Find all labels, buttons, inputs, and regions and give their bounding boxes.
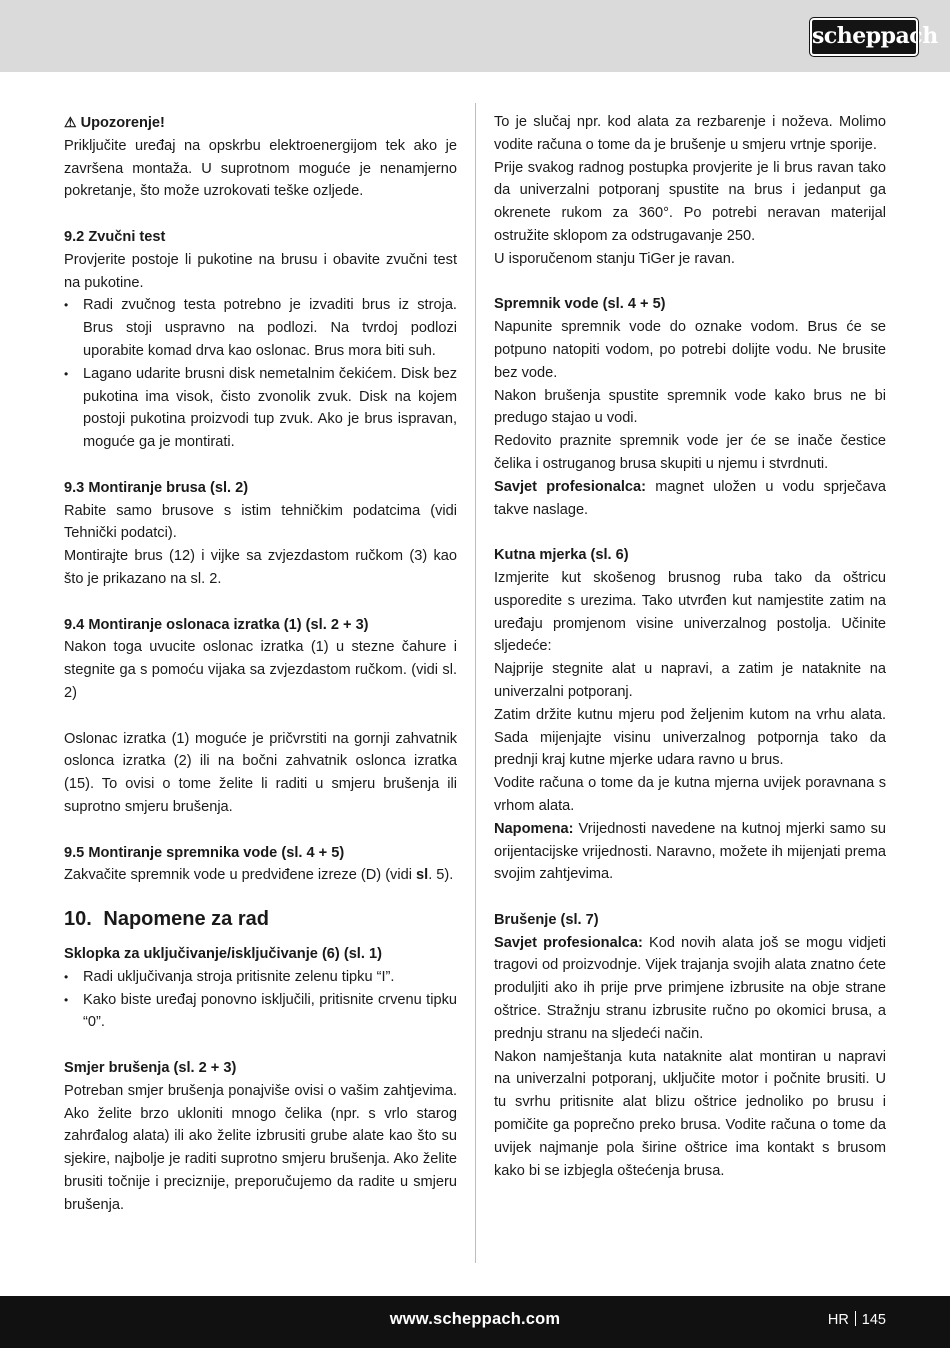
angle-text-3: Zatim držite kutnu mjeru pod željenim kutom na vrhu alata. Sada mijenjajte visinu univerzalnog potpornja tako da prednji kraj kutne mjerke udara ravno u brus. — [494, 706, 886, 769]
tank-text-2: Nakon brušenja spustite spremnik vode kako brus ne bi predugo stajao u vodi. — [494, 387, 886, 427]
tank-text-1: Napunite spremnik vode do oznake vodom. Brus će se potpuno natopiti vodom, po potrebi dolijte vodu. Ne brusite bez vode. — [494, 319, 886, 381]
angle-note: Napomena: Vrijednosti navedene na kutnoj mjerki samo su orijentacijske vrijednosti. Naravno, možete ih mijenjati prema svojim zahtjevima. — [494, 820, 886, 883]
grind-text-2: Nakon namještanja kuta nataknite alat montiran u napravi na univerzalni potporanj, uključite motor i počnite brusiti. U tu svrhu pritisnite alat blizu oštrice jednoliko po brusu i pomičite ga poprečno preko brusa. Vodite računa o tome da uvijek najmanje pola širine oštrice ima kontakt s brusom kako bi se izbjegla oštećenja brusa. — [494, 1048, 886, 1179]
angle-text-1: Izmjerite kut skošenog brusnog ruba tako da oštricu usporedite s urezima. Tako utvrđen kut namjestite zatim na uređaju promjenom visine univerzalnog postolja. Učinite sljedeće: — [494, 569, 886, 655]
direction-heading: Smjer brušenja (sl. 2 + 3) — [64, 1060, 237, 1077]
intro-text-3: U isporučenom stanju TiGer je ravan. — [494, 250, 735, 267]
tank-text-3: Redovito praznite spremnik vode jer će se inače čestice čelika i ostruganog brusa skupiti u njemu i stvrdnuti. — [494, 433, 886, 472]
language-code: HR — [827, 1312, 849, 1328]
section-9-4-text-2: Oslonac izratka (1) moguće je pričvrstiti na gornji zahvatnik oslonca izratka (2) ili na bočni zahvatnik oslonca izratka (15). To ovisi o tome želite li raditi u smjeru brušenja ili suprotno smjeru brušenja. — [64, 730, 457, 815]
switch-list — [64, 966, 457, 1034]
list-item: • Kako biste uređaj ponovno isključili, pritisnite crvenu tipku “0”. — [64, 989, 457, 1035]
tank-heading: Spremnik vode (sl. 4 + 5) — [494, 296, 666, 313]
list-item: • Radi zvučnog testa potrebno je izvaditi brus iz stroja. Brus stoji uspravno na podlozi. Na tvrdoj podlozi uporabite komad drva kao oslonac. Brus mora biti suh. — [64, 294, 457, 362]
right-column — [494, 111, 886, 1182]
header-band — [0, 0, 950, 72]
intro-text-2: Prije svakog radnog postupka provjerite je li brus ravan tako da univerzalni potporanj spustite na brus i jedanput ga okrenete rukom za 360°. Po potrebi neravan materijal ostružite sklopom za odstrugavanje 250. — [494, 159, 886, 244]
angle-text-2: Najprije stegnite alat u napravi, a zatim je nataknite na univerzalni potporanj. — [494, 661, 886, 700]
angle-heading: Kutna mjerka (sl. 6) — [494, 547, 629, 564]
warning-heading — [64, 111, 457, 135]
grind-heading: Brušenje (sl. 7) — [494, 911, 599, 928]
angle-text-4: Vodite računa o tome da je kutna mjerna uvijek poravnana s vrhom alata. — [494, 775, 886, 814]
left-column — [64, 111, 457, 1217]
tank-tip: Savjet profesionalca: magnet uložen u vodu sprječava takve naslage. — [494, 478, 886, 518]
footer-url[interactable]: www.scheppach.com — [389, 1310, 561, 1328]
grind-tip: Savjet profesionalca: Kod novih alata još se mogu vidjeti tragovi od proizvodnje. Vijek trajanja svojih alata znatno ćete produljiti ako ih prije prve primjene izbrusite na obje strane oštrice. Stražnju stranu izbrusite ručno po okomici brusa, a prednju stranu na sljedeći način. — [494, 934, 886, 1042]
section-9-5-text: Zakvačite spremnik vode u predviđene izreze (D) (vidi sl. 5). — [64, 867, 454, 884]
warning-title: Upozorenje! — [80, 115, 165, 131]
section-9-4-text-1: Nakon toga uvucite oslonac izratka (1) u stezne čahure i stegnite ga s pomoću vijaka sa zvjezdastom ručkom. (vidi sl. 2) — [64, 639, 457, 701]
section-9-4-heading: 9.4 Montiranje oslonaca izratka (1) (sl. 2 + 3) — [64, 616, 369, 633]
warning-text: Priključite uređaj na opskrbu elektroenergijom tek ako je završena montaža. U suprotnom moguće je nenamjerno pokretanje, što može uzrokovati teške ozljede. — [64, 137, 457, 200]
switch-heading: Sklopka za uključivanje/isključivanje (6) (sl. 1) — [64, 946, 382, 963]
section-9-5-heading: 9.5 Montiranje spremnika vode (sl. 4 + 5) — [64, 844, 345, 861]
direction-text: Potreban smjer brušenja ponajviše ovisi o vašim zahtjevima. Ako želite brzo ukloniti mnogo čelika (npr. s vrlo starog zahrđalog alata) ili ako želite izbrusiti grube alate kao što su sjekire, najbolje je raditi suprotno smjeru brušenja. Ako želite brusiti točnije i preciznije, preporučujemo da radite u smjeru brušenja. — [64, 1082, 457, 1213]
page-number: 145 — [861, 1312, 886, 1328]
list-item: • Lagano udarite brusni disk nemetalnim čekićem. Disk bez pukotina ima visok, čisto zvonolik zvuk. Disk na kojem postoji pukotina proizvodi tup zvuk. Ako je brus ispravan, moguće ga je montirati. — [64, 363, 457, 454]
section-9-2-heading: 9.2 Zvučni test — [64, 228, 166, 245]
footer-bar — [0, 1296, 950, 1348]
section-9-2-text: Provjerite postoje li pukotine na brusu i obavite zvučni test na pukotine. — [64, 251, 457, 291]
scheppach-logo: scheppach — [810, 18, 918, 56]
warning-triangle-icon: ⚠ — [64, 114, 77, 130]
page-indicator — [828, 1311, 886, 1328]
section-9-3-text-2: Montirajte brus (12) i vijke sa zvjezdastom ručkom (3) kao što je prikazano na sl. 2. — [64, 548, 457, 587]
section-9-3-heading: 9.3 Montiranje brusa (sl. 2) — [64, 479, 249, 496]
intro-text-1: To je slučaj npr. kod alata za rezbarenje i noževa. Molimo vodite računa o tome da je brušenje u smjeru vrtnje sporije. — [494, 114, 886, 153]
list-item: • Radi uključivanja stroja pritisnite zelenu tipku “I”. — [64, 966, 457, 989]
section-9-2-list — [64, 294, 457, 454]
column-divider — [475, 103, 476, 1263]
section-9-3-text-1: Rabite samo brusove s istim tehničkim podatcima (vidi Tehnički podatci). — [64, 502, 457, 542]
chapter-10-heading: 10. Napomene za rad — [64, 908, 269, 931]
